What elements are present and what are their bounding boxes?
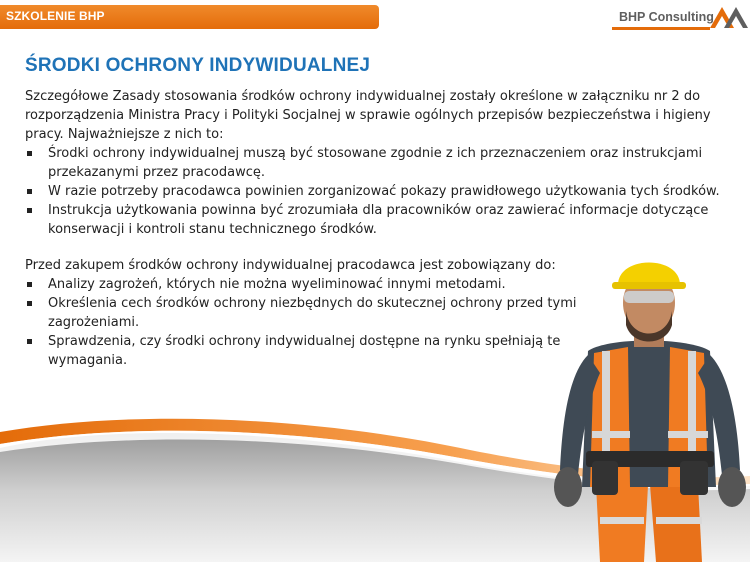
worker-illustration — [548, 255, 750, 562]
list-item: Sprawdzenia, czy środki ochrony indywidualnej dostępne na rynku spełniają te wymagania. — [25, 332, 578, 370]
list-item: Instrukcja użytkowania powinna być zrozumiała dla pracowników oraz zawierać informacje dotyczące konserwacji i kontroli stanu technicznego środków. — [25, 201, 725, 239]
page-title: ŚRODKI OCHRONY INDYWIDUALNEJ — [25, 55, 371, 76]
spacer — [25, 239, 725, 256]
list-item: Określenia cech środków ochrony niezbędnych do skutecznej ochrony przed tymi zagrożeniami. — [25, 294, 578, 332]
brand-name: BHP Consulting — [619, 10, 714, 24]
intro-paragraph: Szczegółowe Zasady stosowania środków ochrony indywidualnej zostały określone w załączniku nr 2 do rozporządzenia Ministra Pracy i Polityki Socjalnej w sprawie ogólnych przepisów bezpieczeństwa i higieny pracy. Najważniejsze z nich to: — [25, 89, 711, 142]
header-label: SZKOLENIE BHP — [6, 9, 105, 23]
list-item: Środki ochrony indywidualnej muszą być stosowane zgodnie z ich przeznaczeniem oraz instrukcjami przekazanymi przez pracodawcę. — [25, 144, 725, 182]
brand-logo-icon — [708, 5, 750, 29]
brand-underline — [612, 27, 710, 30]
intro-paragraph-2: Przed zakupem środków ochrony indywidualnej pracodawca jest zobowiązany do: — [25, 258, 556, 273]
list-item: W razie potrzeby pracodawca powinien zorganizować pokazy prawidłowego użytkowania tych środków. — [25, 182, 725, 201]
header-banner — [0, 5, 379, 29]
rules-list — [25, 144, 725, 239]
list-item: Analizy zagrożeń, których nie można wyeliminować innymi metodami. — [25, 275, 578, 294]
